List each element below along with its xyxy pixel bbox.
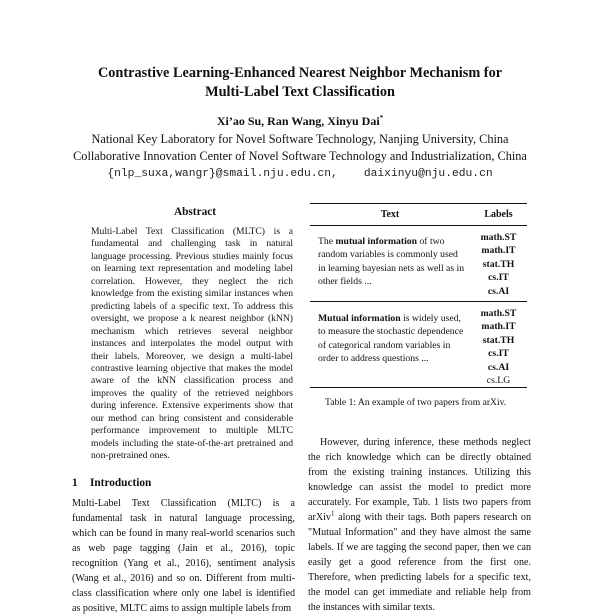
abstract-text: Multi-Label Text Classification (MLTC) is a fundamental and challenging task in natural language processing. Previous studies mainly focus on learning text representation and modeling label correlation. However, they neglect the rich knowledge from the existing similar instances when predicting labels of a specific text. To address this oversight, we propose a k nearest neighbor (kNN) mechanism which retrieves several neighbor instances and interpolates the model output with their labels. Moreover, we design a multi-label contrastive learning objective that makes the model aware of the kNN classification process and improves the quality of the retrieved neighbors during inference. Extensive experiments show that our method can bring consistent and considerable performance improvement to multiple MLTC models including the state-of-the-art pretrained and non-pretrained ones.: [91, 226, 293, 462]
table-row: [310, 226, 527, 301]
email-1: {nlp_suxa,wangr}@smail.nju.edu.cn,: [107, 167, 338, 180]
label: math.IT: [481, 245, 516, 257]
introduction-text: Multi-Label Text Classification (MLTC) is a fundamental task in natural language processing, which can be found in many real-world scenarios such as web page tagging (Jain et al., 2016), topic recognition (Yang et al., 2016), sentiment analysis (Wang et al., 2016) and so on. Different from multi-class classification where only one label is identified as positive, MLTC aims to assign multiple labels from: [72, 498, 295, 614]
author-block: [40, 113, 560, 183]
label: cs.AI: [487, 361, 510, 373]
label: math.ST: [480, 308, 517, 319]
table-row: [310, 302, 527, 387]
footnote-mark: 1: [330, 509, 335, 518]
row1-labels: [470, 231, 527, 301]
label: math.ST: [480, 232, 517, 243]
affiliation-1: National Key Laboratory for Novel Software Technology, Nanjing University, China: [91, 131, 509, 146]
right-column-text: However, during inference, these methods neglect the rich knowledge which can be directly obtained from the existing training instances. Utilizing this knowledge can assist the model to predict more accurately. For example, Tab. 1 lists two papers from arXiv$^1$ along with their tags. Both papers research on "Mutual Information" and they have almost the same labels. If we are tagging the second paper, then we can easily get a good reference from the first one. Therefore, when predicting labels for a specific text, the model can get immediate and reliable help from the instances with similar texts.: [308, 437, 531, 613]
abstract-heading: Abstract: [173, 206, 217, 218]
title-line-1: Contrastive Learning-Enhanced Nearest Neighbor Mechanism for: [97, 65, 503, 81]
label: math.IT: [481, 321, 516, 333]
title-line-2: Multi-Label Text Classification: [205, 84, 395, 100]
label: stat.TH: [482, 258, 515, 270]
table-caption: Table 1: An example of two papers from arXiv.: [325, 397, 507, 408]
author-names: Xi’ao Su, Ran Wang, Xinyu Dai*: [216, 114, 384, 128]
corresponding-mark: *: [379, 114, 384, 122]
paper-title: [40, 64, 560, 102]
header-labels: Labels: [484, 209, 513, 220]
label: cs.LG: [486, 375, 511, 387]
row1-text: The mutual information of two random variables is commonly used in learning bayesian nets as well as in other fields ...: [318, 236, 465, 288]
label: stat.TH: [482, 334, 515, 346]
email-2: daixinyu@nju.edu.cn: [363, 167, 493, 180]
row2-labels: [470, 307, 527, 387]
label: cs.AI: [487, 285, 510, 297]
label: cs.IT: [488, 348, 509, 360]
section-number: 1: [72, 477, 78, 489]
table-header: [310, 204, 527, 225]
header-text: Text: [380, 209, 400, 220]
affiliation-2: Collaborative Innovation Center of Novel Software Technology and Industrialization, China: [73, 149, 527, 164]
email-line: [40, 166, 560, 184]
section-title: Introduction: [90, 477, 152, 489]
label: cs.IT: [488, 272, 509, 284]
row2-text: Mutual information is widely used, to measure the stochastic dependence of categorical random variables in order to address questions ...: [318, 313, 464, 365]
example-table: [310, 203, 527, 388]
section-heading-introduction: [72, 477, 151, 489]
